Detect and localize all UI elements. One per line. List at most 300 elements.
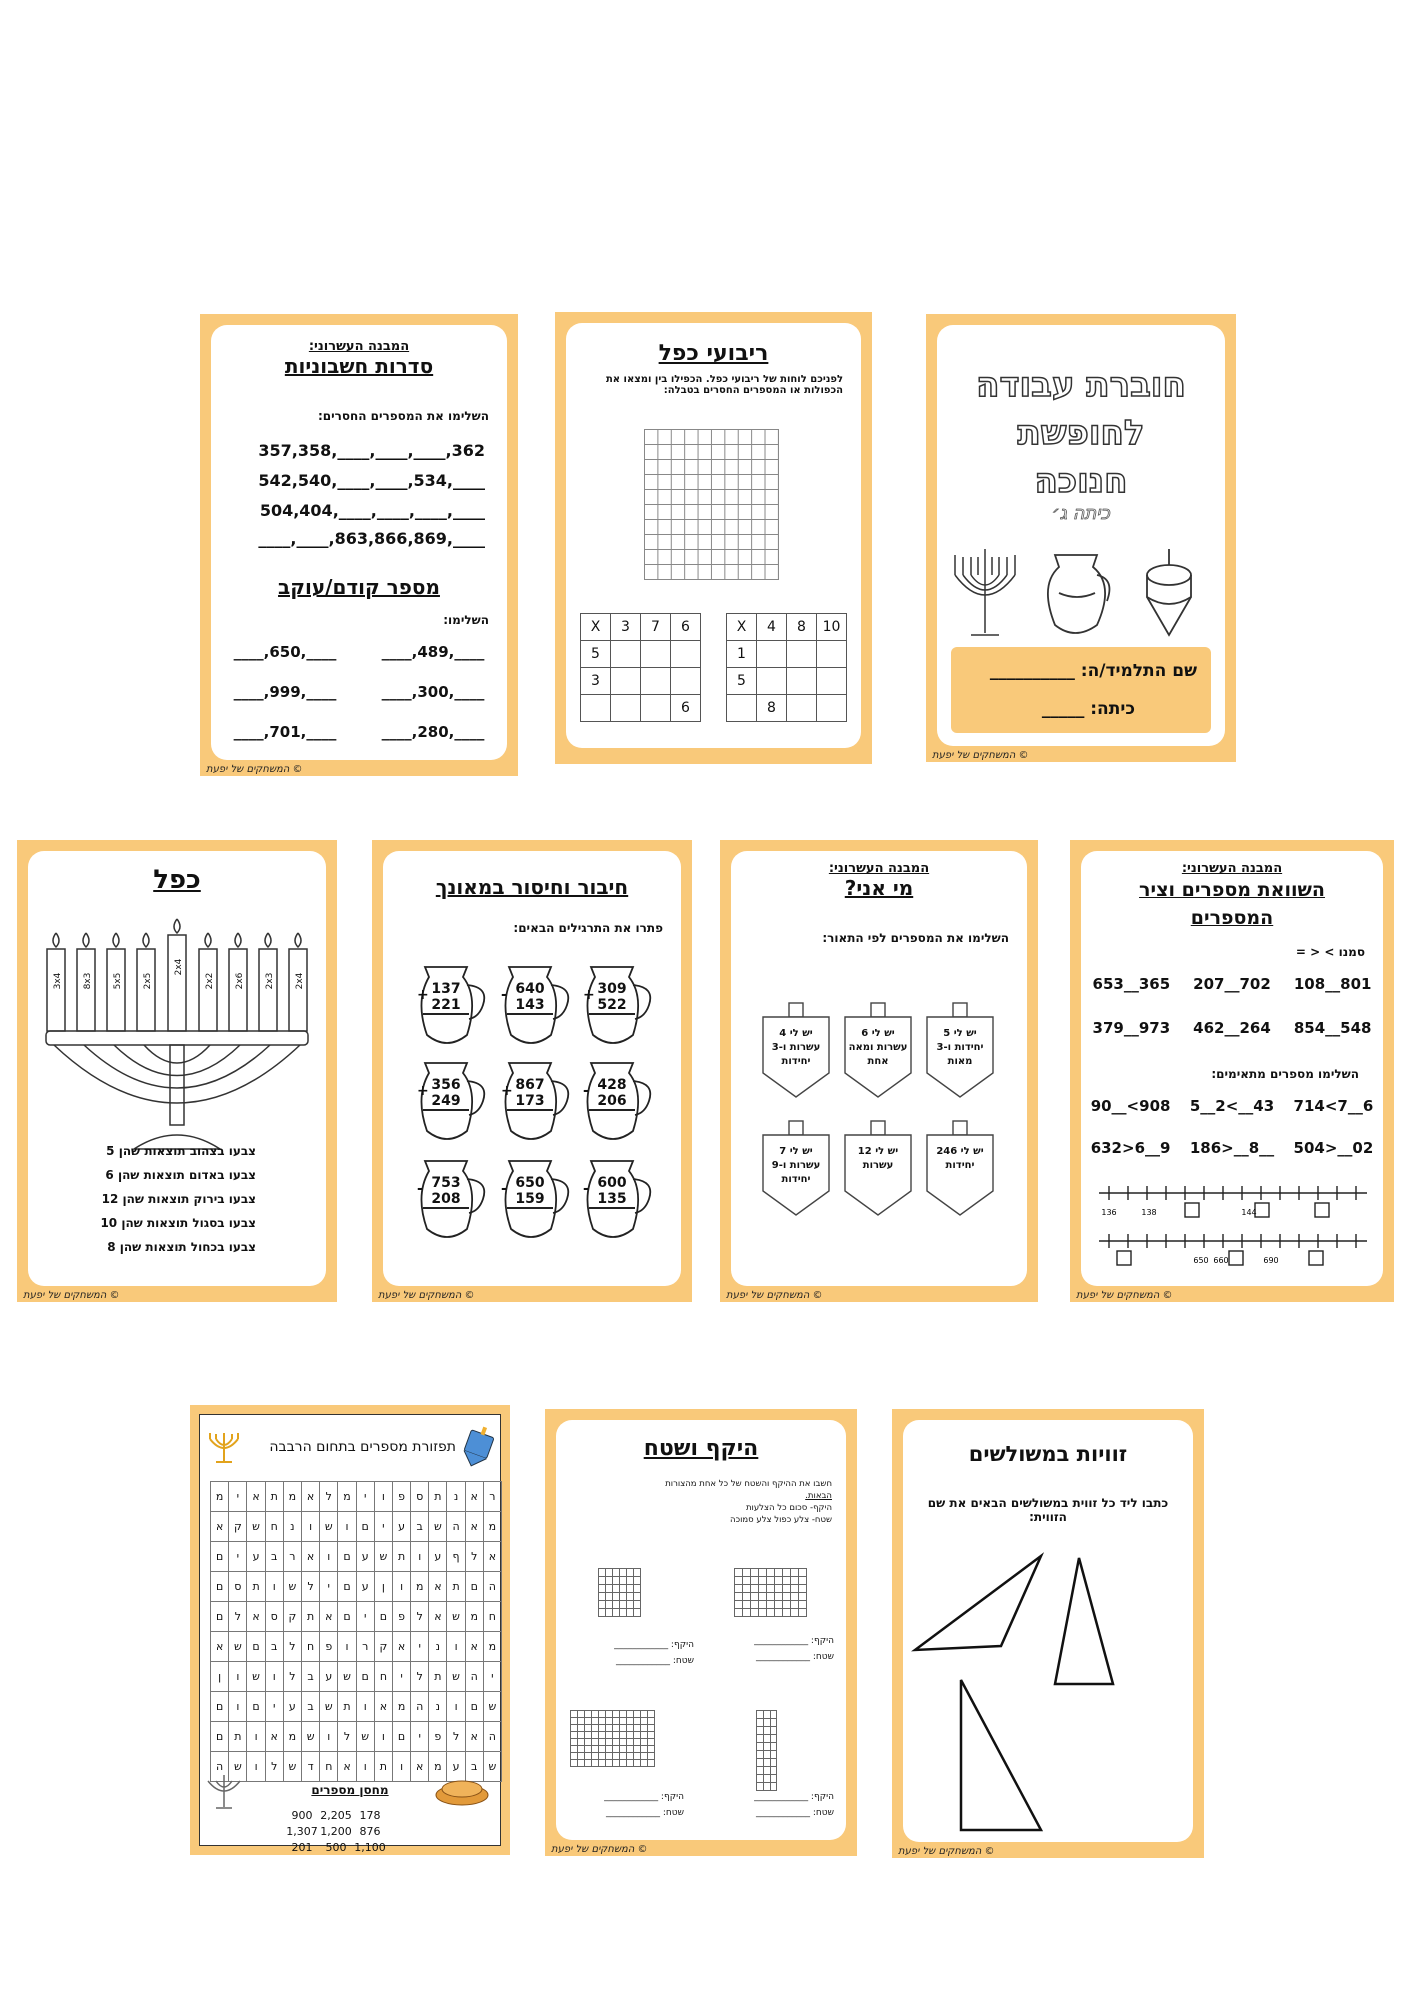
area-field[interactable]: שטח: ____________: [616, 1656, 694, 1666]
candle-exercise: 2x4: [295, 972, 305, 990]
letter-cell[interactable]: ש: [229, 1632, 247, 1662]
letter-cell[interactable]: מ: [411, 1572, 429, 1602]
perimeter-field[interactable]: היקף: ____________: [754, 1636, 834, 1646]
letter-cell[interactable]: ן: [211, 1662, 229, 1692]
letter-cell[interactable]: ת: [338, 1692, 356, 1722]
letter-cell[interactable]: ש: [283, 1572, 301, 1602]
instruction-line: הבאות.: [805, 1491, 832, 1501]
letter-cell[interactable]: ח: [320, 1752, 338, 1782]
letter-cell[interactable]: י: [229, 1542, 247, 1572]
operator: +: [583, 987, 595, 1003]
letter-cell[interactable]: ע: [447, 1752, 465, 1782]
flame-icon: [205, 933, 211, 947]
flame-icon: [235, 933, 241, 947]
page-title: תפזורת מספרים בתחום הרבבה: [269, 1439, 456, 1455]
card-page: [937, 325, 1225, 746]
letter-cell[interactable]: ע: [393, 1512, 411, 1542]
tick-label: 690: [1263, 1256, 1279, 1265]
pair-item: ____,999,____: [233, 683, 337, 701]
instruction-line: חשבו את ההיקף והשטח של כל אחת מהצורות: [665, 1479, 832, 1489]
letter-cell[interactable]: א: [429, 1572, 447, 1602]
letter-cell[interactable]: מ: [483, 1632, 501, 1662]
letter-cell[interactable]: מ: [283, 1482, 301, 1512]
tick-label: 136: [1101, 1208, 1117, 1217]
letter-cell[interactable]: ם: [211, 1572, 229, 1602]
letter-cell[interactable]: א: [247, 1482, 265, 1512]
letter-cell[interactable]: ו: [356, 1752, 374, 1782]
jug-exercise: [413, 1155, 487, 1243]
operand: 208: [423, 1191, 469, 1209]
operand: 650: [515, 1175, 545, 1191]
letter-cell[interactable]: ל: [283, 1662, 301, 1692]
letter-cell[interactable]: פ: [429, 1722, 447, 1752]
candle-exercise: 2x4: [174, 958, 184, 976]
letter-cell[interactable]: ו: [265, 1572, 283, 1602]
instructions: סמנו > < =: [1295, 945, 1365, 959]
letter-cell[interactable]: ו: [320, 1722, 338, 1752]
grid-row: [211, 1542, 502, 1572]
letter-cell[interactable]: ם: [247, 1692, 265, 1722]
flame-icon: [83, 933, 89, 947]
letter-cell[interactable]: ו: [229, 1662, 247, 1692]
letter-cell[interactable]: ר: [283, 1542, 301, 1572]
letter-cell[interactable]: מ: [283, 1722, 301, 1752]
letter-cell[interactable]: ו: [374, 1482, 392, 1512]
candle-exercise: 3x4: [53, 972, 63, 990]
bank-number: 201: [291, 1841, 313, 1854]
dreidel-icon: [925, 1119, 995, 1229]
letter-cell[interactable]: י: [356, 1482, 374, 1512]
operator: -: [417, 1181, 423, 1197]
cover-title-line: חנוכה: [1034, 461, 1128, 501]
grid-row: [211, 1482, 502, 1512]
pair-item: ____,280,____: [381, 723, 485, 741]
letter-cell[interactable]: ס: [411, 1482, 429, 1512]
letter-cell[interactable]: ת: [301, 1602, 319, 1632]
card-page: [566, 323, 861, 748]
grid-row: [211, 1692, 502, 1722]
letter-cell[interactable]: נ: [283, 1512, 301, 1542]
letter-cell[interactable]: ן: [374, 1572, 392, 1602]
pair-item: ____,300,____: [381, 683, 485, 701]
operand: 249: [423, 1093, 469, 1111]
letter-cell[interactable]: ו: [265, 1662, 283, 1692]
letter-cell[interactable]: ו: [338, 1632, 356, 1662]
bank-number: 178: [359, 1809, 381, 1822]
letter-cell[interactable]: ש: [338, 1662, 356, 1692]
letter-cell[interactable]: ש: [283, 1752, 301, 1782]
letter-cell[interactable]: ע: [283, 1692, 301, 1722]
area-field[interactable]: שטח: ____________: [756, 1808, 834, 1818]
letter-cell[interactable]: י: [265, 1692, 283, 1722]
area-field[interactable]: שטח: ____________: [606, 1808, 684, 1818]
letter-cell[interactable]: א: [338, 1752, 356, 1782]
mult-table-right: X 4 8 10 1 5 8: [726, 613, 847, 722]
letter-cell[interactable]: א: [301, 1482, 319, 1512]
letter-cell[interactable]: ק: [229, 1512, 247, 1542]
letter-cell[interactable]: ק: [283, 1602, 301, 1632]
letter-cell[interactable]: י: [411, 1722, 429, 1752]
letter-cell[interactable]: ם: [338, 1602, 356, 1632]
tick-label: 660: [1213, 1256, 1229, 1265]
flame-icon: [113, 933, 119, 947]
grid-row: [211, 1512, 502, 1542]
letter-cell[interactable]: ב: [301, 1662, 319, 1692]
bank-number: 500: [325, 1841, 347, 1854]
letter-cell[interactable]: ם: [211, 1602, 229, 1632]
mult-table-left: X 3 7 6 5 3 6: [580, 613, 701, 722]
letter-cell[interactable]: ל: [411, 1662, 429, 1692]
letter-cell[interactable]: ח: [374, 1662, 392, 1692]
operand: 159: [507, 1191, 553, 1209]
letter-cell[interactable]: ו: [447, 1692, 465, 1722]
tick-label: 138: [1141, 1208, 1157, 1217]
student-name-field[interactable]: שם התלמיד/ה: __________: [989, 661, 1197, 681]
instructions: השלימו מספרים מתאימים:: [1211, 1067, 1359, 1081]
perimeter-field[interactable]: היקף: ____________: [754, 1792, 834, 1802]
letter-cell[interactable]: ח: [301, 1632, 319, 1662]
dreidel-icon: [460, 1425, 496, 1469]
dreidel-icon: [1147, 549, 1191, 635]
instructions: פתרו את התרגילים הבאים:: [513, 921, 663, 935]
operator: -: [501, 1181, 507, 1197]
letter-cell[interactable]: ס: [265, 1602, 283, 1632]
letter-cell[interactable]: ל: [301, 1572, 319, 1602]
letter-cell[interactable]: ם: [338, 1572, 356, 1602]
letter-cell[interactable]: ח: [483, 1602, 501, 1632]
letter-cell[interactable]: ו: [247, 1722, 265, 1752]
letter-cell[interactable]: א: [483, 1542, 501, 1572]
obtuse-triangle: [915, 1556, 1041, 1650]
letter-cell[interactable]: מ: [465, 1602, 483, 1632]
perimeter-field[interactable]: היקף: ____________: [604, 1792, 684, 1802]
pair-item: ____,650,____: [233, 643, 337, 661]
jug-icon: [1048, 555, 1110, 633]
flame-icon: [53, 933, 59, 947]
letter-cell[interactable]: ש: [429, 1512, 447, 1542]
letter-cell[interactable]: ש: [301, 1722, 319, 1752]
pair-row: [211, 723, 507, 741]
letter-cell[interactable]: ע: [320, 1662, 338, 1692]
jug-exercise: [579, 961, 653, 1049]
letter-cell[interactable]: ש: [229, 1752, 247, 1782]
letter-cell[interactable]: ת: [374, 1752, 392, 1782]
bank-number: 876: [359, 1825, 381, 1838]
bank-number: 2,205: [320, 1809, 352, 1822]
letter-cell[interactable]: ש: [374, 1542, 392, 1572]
letter-cell[interactable]: י: [320, 1572, 338, 1602]
letter-cell[interactable]: א: [465, 1482, 483, 1512]
pair-row: [211, 683, 507, 701]
jug-exercise: [579, 1155, 653, 1243]
jug-exercise: [497, 1057, 571, 1145]
letter-cell[interactable]: ת: [247, 1572, 265, 1602]
letter-cell[interactable]: ם: [465, 1692, 483, 1722]
letter-cell[interactable]: ו: [356, 1692, 374, 1722]
letter-cell[interactable]: א: [320, 1602, 338, 1632]
card-page: [28, 851, 326, 1286]
letter-cell[interactable]: ו: [320, 1542, 338, 1572]
instructions: השלימו:: [443, 613, 489, 627]
dreidel-riddle: [761, 1119, 831, 1229]
letter-cell[interactable]: ל: [465, 1542, 483, 1572]
jug-exercise: [413, 1057, 487, 1145]
letter-cell[interactable]: י: [229, 1482, 247, 1512]
letter-cell[interactable]: ם: [338, 1542, 356, 1572]
dreidel-riddle: [761, 1001, 831, 1111]
letter-cell[interactable]: ו: [393, 1752, 411, 1782]
letter-cell[interactable]: ב: [301, 1692, 319, 1722]
letter-cell[interactable]: ם: [356, 1662, 374, 1692]
letter-cell[interactable]: ע: [356, 1572, 374, 1602]
cover-grade: כיתה ג׳: [1052, 503, 1110, 524]
letter-cell[interactable]: נ: [447, 1482, 465, 1512]
card-vertical-addition: [372, 840, 692, 1302]
instruction-line: שטח- צלע כפול צלע סמוכה: [730, 1515, 832, 1525]
letter-cell[interactable]: ת: [229, 1722, 247, 1752]
letter-cell[interactable]: ם: [465, 1572, 483, 1602]
letter-cell[interactable]: ל: [320, 1482, 338, 1512]
card-multiplication-menorah: [17, 840, 337, 1302]
letter-cell[interactable]: א: [211, 1632, 229, 1662]
operand: 143: [507, 997, 553, 1015]
letter-cell[interactable]: ש: [247, 1512, 265, 1542]
operand: 753: [431, 1175, 461, 1191]
credit: © המשחקים של יפעת: [1076, 1290, 1173, 1301]
letter-cell[interactable]: י: [411, 1632, 429, 1662]
letter-cell[interactable]: ה: [465, 1662, 483, 1692]
letter-cell[interactable]: ש: [483, 1692, 501, 1722]
letter-cell[interactable]: ו: [393, 1572, 411, 1602]
letter-cell[interactable]: ל: [283, 1632, 301, 1662]
letter-cell[interactable]: ו: [338, 1512, 356, 1542]
page-subtitle: המבנה העשרוני:: [828, 861, 930, 876]
pair-item: ____,701,____: [233, 723, 337, 741]
letter-cell[interactable]: ע: [247, 1542, 265, 1572]
dreidel-riddle: [843, 1119, 913, 1229]
letter-cell[interactable]: ו: [447, 1632, 465, 1662]
word-search-grid: [210, 1481, 502, 1782]
letter-cell[interactable]: ש: [320, 1692, 338, 1722]
card-page: [1081, 851, 1383, 1286]
letter-cell[interactable]: ה: [483, 1722, 501, 1752]
letter-cell[interactable]: ם: [211, 1542, 229, 1572]
fill-row: [1081, 1139, 1383, 1157]
letter-cell[interactable]: א: [211, 1512, 229, 1542]
letter-cell[interactable]: מ: [338, 1482, 356, 1512]
riddle-text: יש לי 5 יחידות ו-3 מאות: [936, 1028, 984, 1067]
letter-cell[interactable]: ם: [211, 1692, 229, 1722]
letter-cell[interactable]: ת: [429, 1662, 447, 1692]
operand: 309: [597, 981, 627, 997]
letter-cell[interactable]: ף: [447, 1542, 465, 1572]
letter-cell[interactable]: ד: [301, 1752, 319, 1782]
letter-cell[interactable]: ק: [374, 1632, 392, 1662]
bank-title: מחסן מספרים: [311, 1783, 389, 1797]
cover-title-line: חוברת עבודה: [976, 365, 1186, 405]
letter-cell[interactable]: פ: [393, 1482, 411, 1512]
letter-cell[interactable]: א: [411, 1752, 429, 1782]
page-title: ריבועי כפל: [658, 341, 769, 366]
letter-cell[interactable]: ש: [247, 1662, 265, 1692]
letter-cell[interactable]: ל: [447, 1722, 465, 1752]
grid-row: [211, 1572, 502, 1602]
letter-cell[interactable]: נ: [429, 1692, 447, 1722]
letter-cell[interactable]: ם: [393, 1722, 411, 1752]
letter-cell[interactable]: מ: [429, 1752, 447, 1782]
class-field[interactable]: כיתה: _____: [1041, 699, 1135, 719]
letter-cell[interactable]: מ: [483, 1512, 501, 1542]
letter-cell[interactable]: ו: [374, 1722, 392, 1752]
letter-cell[interactable]: י: [374, 1512, 392, 1542]
jug-exercise: [497, 1155, 571, 1243]
instructions: השלימו את המספרים החסרים:: [317, 409, 489, 423]
letter-cell[interactable]: ה: [483, 1572, 501, 1602]
page-title: זוויות במשולשים: [968, 1442, 1128, 1466]
cover-title: [937, 361, 1225, 505]
bank-number: 1,100: [354, 1841, 386, 1854]
dreidel-riddle: [925, 1119, 995, 1229]
letter-cell[interactable]: מ: [211, 1482, 229, 1512]
letter-cell[interactable]: ו: [411, 1542, 429, 1572]
letter-cell[interactable]: י: [483, 1662, 501, 1692]
card-page: [903, 1420, 1193, 1842]
letter-cell[interactable]: ל: [338, 1722, 356, 1752]
grid-row: [211, 1632, 502, 1662]
letter-cell[interactable]: א: [465, 1722, 483, 1752]
jug-exercise: [579, 1057, 653, 1145]
operand: 428: [597, 1077, 627, 1093]
letter-cell[interactable]: ה: [411, 1692, 429, 1722]
letter-cell[interactable]: פ: [320, 1632, 338, 1662]
letter-cell[interactable]: ש: [447, 1602, 465, 1632]
compare-item: 207__702: [1193, 975, 1271, 993]
menorah-icon: [206, 1429, 242, 1465]
letter-cell[interactable]: ב: [465, 1752, 483, 1782]
instructions: [665, 1478, 832, 1526]
area-field[interactable]: שטח: ____________: [756, 1652, 834, 1662]
letter-cell[interactable]: ת: [393, 1542, 411, 1572]
letter-cell[interactable]: י: [393, 1662, 411, 1692]
letter-cell[interactable]: ת: [265, 1482, 283, 1512]
letter-cell[interactable]: ש: [356, 1722, 374, 1752]
letter-cell[interactable]: ם: [374, 1602, 392, 1632]
letter-cell[interactable]: ה: [211, 1752, 229, 1782]
letter-cell[interactable]: א: [265, 1722, 283, 1752]
fill-row: [1081, 1097, 1383, 1115]
letter-cell[interactable]: ל: [229, 1602, 247, 1632]
page-title: סדרות חשבוניות: [284, 354, 434, 378]
card-who-am-i: [720, 840, 1038, 1302]
page-title: מי אני?: [844, 876, 914, 900]
letter-cell[interactable]: א: [301, 1542, 319, 1572]
letter-cell[interactable]: ל: [411, 1602, 429, 1632]
letter-cell[interactable]: ל: [265, 1752, 283, 1782]
riddle-text: יש לי 246 יחידות: [936, 1146, 984, 1171]
letter-cell[interactable]: ח: [265, 1512, 283, 1542]
letter-cell[interactable]: א: [465, 1632, 483, 1662]
letter-cell[interactable]: ע: [356, 1542, 374, 1572]
candle-exercise: 2x6: [235, 972, 245, 990]
instruction-line: היקף- סכום כל הצלעות: [745, 1503, 832, 1513]
candle-exercise: 2x2: [205, 972, 215, 990]
riddle-text: יש לי 6 עשרות ומאה אחת: [848, 1028, 908, 1067]
letter-cell[interactable]: ו: [301, 1512, 319, 1542]
card-arithmetic-sequences: [200, 314, 518, 776]
letter-cell[interactable]: ר: [483, 1482, 501, 1512]
operator: -: [583, 1181, 589, 1197]
dreidel-riddle: [925, 1001, 995, 1111]
letter-cell[interactable]: ת: [447, 1572, 465, 1602]
letter-cell[interactable]: פ: [393, 1602, 411, 1632]
letter-cell[interactable]: ה: [447, 1512, 465, 1542]
fill-item: 632>6__9: [1090, 1139, 1171, 1157]
perimeter-field[interactable]: היקף: ____________: [614, 1640, 694, 1650]
flame-icon: [174, 919, 180, 933]
letter-cell[interactable]: ש: [447, 1662, 465, 1692]
letter-cell[interactable]: ו: [229, 1692, 247, 1722]
grid-shape: [598, 1568, 641, 1617]
letter-cell[interactable]: א: [393, 1632, 411, 1662]
letter-cell[interactable]: א: [429, 1602, 447, 1632]
grid-shape: [570, 1710, 655, 1767]
letter-cell[interactable]: ס: [229, 1572, 247, 1602]
letter-cell[interactable]: ש: [483, 1752, 501, 1782]
operator: -: [583, 1083, 589, 1099]
compare-item: 379__973: [1092, 1019, 1171, 1037]
letter-cell[interactable]: ם: [356, 1512, 374, 1542]
letter-cell[interactable]: ר: [356, 1632, 374, 1662]
letter-cell[interactable]: ו: [247, 1752, 265, 1782]
multiplication-chart: [644, 429, 779, 580]
credit: © המשחקים של יפעת: [726, 1290, 823, 1301]
letter-cell[interactable]: א: [374, 1692, 392, 1722]
letter-cell[interactable]: א: [465, 1512, 483, 1542]
operand: 137: [431, 981, 461, 997]
color-legend: [100, 1139, 256, 1259]
letter-cell[interactable]: ב: [265, 1542, 283, 1572]
card-page: [383, 851, 681, 1286]
operand: 173: [507, 1093, 553, 1111]
section-title: מספר קודם/עוקב: [278, 575, 440, 599]
fill-item: 714<7__6: [1293, 1097, 1374, 1115]
page-title: כפל: [153, 865, 201, 895]
legend-item: צבעו בירוק תוצאות שהן 12: [101, 1192, 256, 1206]
letter-cell[interactable]: א: [247, 1602, 265, 1632]
page-subtitle: המבנה העשרוני:: [308, 339, 410, 354]
letter-cell[interactable]: מ: [393, 1692, 411, 1722]
letter-cell[interactable]: ם: [211, 1722, 229, 1752]
acute-triangle: [1055, 1558, 1113, 1684]
letter-cell[interactable]: ם: [247, 1632, 265, 1662]
dreidel-icon: [843, 1119, 913, 1229]
letter-cell[interactable]: נ: [429, 1632, 447, 1662]
jug-exercise: [497, 961, 571, 1049]
letter-cell[interactable]: ע: [429, 1542, 447, 1572]
instructions: כתבו ליד כל זווית במשולשים הבאים את שם הזווית:: [927, 1496, 1169, 1524]
letter-cell[interactable]: ב: [411, 1512, 429, 1542]
letter-cell[interactable]: ת: [429, 1482, 447, 1512]
fill-item: 90__<908: [1090, 1097, 1171, 1115]
card-perimeter-area: [545, 1409, 857, 1856]
fill-item: 504>__02: [1293, 1139, 1374, 1157]
letter-cell[interactable]: ב: [265, 1632, 283, 1662]
credit: © המשחקים של יפעת: [551, 1844, 648, 1855]
letter-cell[interactable]: י: [356, 1602, 374, 1632]
letter-cell[interactable]: ש: [320, 1512, 338, 1542]
card-page: [556, 1420, 846, 1840]
riddle-text: יש לי 12 עשרות: [857, 1146, 899, 1171]
